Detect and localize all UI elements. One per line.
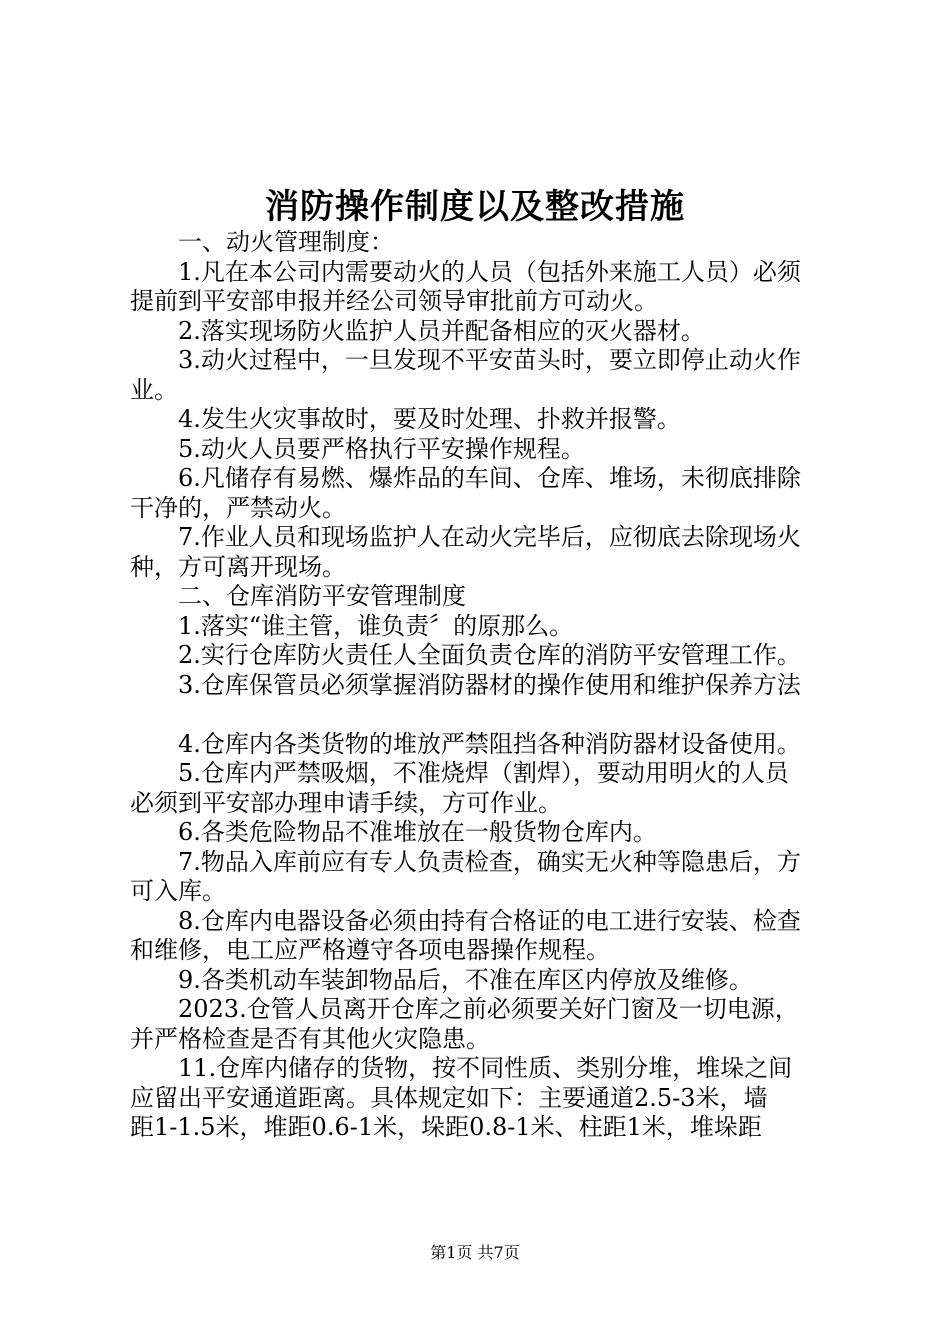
text-line: 3.仓库保管员必须掌握消防器材的操作使用和维护保养方法 [178,670,801,699]
text-line: 一、动火管理制度： [178,228,394,256]
text-line: 4.发生火灾事故时，要及时处理、扑救并报警。 [178,405,681,433]
text-line: 1.落实“谁主管，谁负责〞的原那么。 [178,611,574,640]
text-line: 9.各类机动车装卸物品后，不准在库区内停放及维修。 [178,965,753,994]
text-line: 种，方可离开现场。 [130,552,346,581]
text-line: 提前到平安部申报并经公司领导审批前方可动火。 [130,287,658,315]
text-line: 7.物品入库前应有专人负责检查，确实无火种等隐患后，方 [178,847,801,876]
text-line: 2.实行仓库防火责任人全面负责仓库的消防平安管理工作。 [178,641,801,669]
text-line: 干净的，严禁动火。 [130,493,346,522]
page-footer: 第1页 共7页 [430,1243,520,1262]
text-line: 可入库。 [130,877,226,905]
text-line: 11.仓库内储存的货物，按不同性质、类别分堆，堆垛之间 [178,1054,793,1082]
text-line: 1.凡在本公司内需要动火的人员（包括外来施工人员）必须 [178,257,801,286]
text-line: 2.落实现场防火监护人员并配备相应的灭火器材。 [178,316,705,345]
text-line: 必须到平安部办理申请手续，方可作业。 [130,788,562,817]
text-line: 应留出平安通道距离。具体规定如下：主要通道2.5-3米，墙 [130,1083,768,1112]
text-line: 6.各类危险物品不准堆放在一般货物仓库内。 [178,818,657,846]
text-line: 并严格检查是否有其他火灾隐患。 [130,1024,490,1053]
text-line: 5.动火人员要严格执行平安操作规程。 [178,434,585,463]
text-line: 2023.仓管人员离开仓库之前必须要关好门窗及一切电源， [178,995,799,1023]
text-line: 和维修，电工应严格遵守各项电器操作规程。 [130,936,610,964]
text-line: 6.凡储存有易燃、爆炸品的车间、仓库、堆场，未彻底排除 [178,464,801,492]
text-line: 8.仓库内电器设备必须由持有合格证的电工进行安装、检查 [178,906,801,935]
document-title: 消防操作制度以及整改措施 [265,187,685,227]
text-line: 距1-1.5米，堆距0.6-1米，垛距0.8-1米、柱距1米，堆垛距 [130,1113,762,1141]
blank-line [130,700,830,730]
text-line: 4.仓库内各类货物的堆放严禁阻挡各种消防器材设备使用。 [178,729,801,758]
text-line: 业。 [130,375,178,404]
document-body [130,228,830,1143]
text-line: 二、仓库消防平安管理制度 [178,582,466,610]
text-line: 7.作业人员和现场监护人在动火完毕后，应彻底去除现场火 [178,523,801,551]
text-line: 5.仓库内严禁吸烟，不准烧焊（割焊），要动用明火的人员 [178,759,789,787]
text-line: 3.动火过程中，一旦发现不平安苗头时，要立即停止动火作 [178,346,801,374]
